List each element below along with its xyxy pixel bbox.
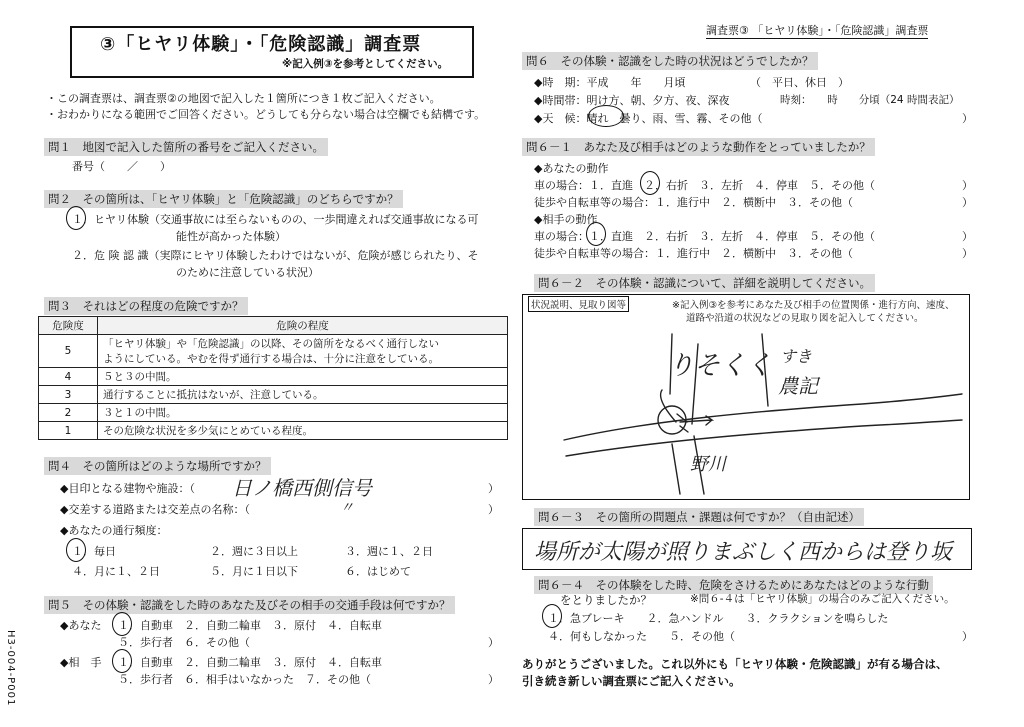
paren-close: ） — [962, 230, 973, 243]
cross-answer[interactable]: 〃 — [340, 500, 354, 516]
answer-circle — [112, 649, 132, 673]
q2-option-2-cont: のために注意している状況） — [176, 266, 319, 279]
q64-note: ※問６-４は「ヒヤリ体験」の場合のみご記入ください。 — [690, 593, 955, 605]
paren-close: ） — [488, 482, 499, 495]
table-row[interactable] — [39, 404, 508, 422]
degree-cell: 「ヒヤリ体験」や「危険認識」の以降、その箇所をなるべく通行しない ようにしている。やむを得ず通行する場合は、十分に注意をしている。 — [98, 335, 508, 368]
freq-option[interactable]: １．毎日 — [72, 545, 116, 558]
q61-other-walk[interactable]: 徒歩や自転車等の場合：１．進行中 ２．横断中 ３．その他（ — [534, 247, 853, 260]
intro-line-1: ・この調査票は、調査票②の地図で記入した１箇所につき１枚ご記入ください。 — [46, 92, 441, 105]
q6-heading: 問６ その体験・認識をした時の状況はどうでしたか？ — [522, 52, 818, 70]
degree-cell: ３と１の中間。 — [98, 404, 508, 422]
q63-answer[interactable]: 場所が太陽が照りまぶしく西からは登り坂 — [534, 540, 953, 565]
q63-heading: 問６－３ その箇所の問題点・課題は何ですか？（自由記述） — [534, 508, 864, 526]
footer-line-1: ありがとうございました。これ以外にも「ヒヤリ体験・危険認識」が有る場合は、 — [522, 657, 948, 671]
table-row[interactable] — [39, 386, 508, 404]
q5-you-label: ◆あなた — [60, 619, 102, 632]
landmark-answer[interactable]: 日ノ橋西側信号 — [232, 476, 372, 500]
q3-heading: 問３ それはどの程度の危険ですか？ — [44, 297, 248, 315]
q6-time[interactable]: ◆時間帯：明け方、朝、夕方、夜、深夜 — [534, 94, 730, 107]
sketch-drawing — [522, 294, 968, 498]
q6-time-exact[interactable]: 時刻： 時 分頃（24 時間表記） — [780, 94, 960, 106]
q61-you-car[interactable]: 車の場合：１．直進 ２．右折 ３．左折 ４．停車 ５．その他（ — [534, 179, 875, 192]
q64-heading-2: をとりましたか？ — [560, 593, 652, 607]
paren-close: ） — [962, 630, 973, 643]
freq-option[interactable]: ３．週に１、２日 — [345, 545, 433, 558]
level-cell: 5 — [39, 335, 98, 368]
paren-close: ） — [488, 673, 499, 686]
cross-label: ◆交差する道路または交差点の名称：（ — [60, 503, 250, 516]
answer-circle — [640, 171, 660, 195]
form-title: ③「ヒヤリ体験」・「危険認識」調査票 — [100, 34, 422, 55]
freq-option[interactable]: ５．月に１日以下 — [210, 565, 298, 578]
q61-heading: 問６－１ あなた及び相手はどのような動作をとっていましたか？ — [522, 138, 875, 156]
q64-options-2[interactable]: ４．何もしなかった ５．その他（ — [548, 630, 735, 643]
sketch-word-1: りそくく — [668, 351, 773, 381]
q2-option-1[interactable]: １．ヒヤリ体験（交通事故には至らないものの、一歩間違えれば交通事故になる可 — [72, 213, 479, 226]
q64-options-1[interactable]: １．急ブレーキ ２．急ハンドル ３．クラクションを鳴らした — [548, 612, 889, 625]
degree-cell: ５と３の中間。 — [98, 368, 508, 386]
paren-close: ） — [962, 112, 973, 125]
top-right-label: 調査票③ 「ヒヤリ体験」・「危険認識」調査票 — [706, 24, 929, 37]
paren-close: ） — [488, 503, 499, 516]
freq-option[interactable]: ２．週に３日以上 — [210, 545, 298, 558]
degree-cell: その危険な状況を多少気にとめている程度。 — [98, 422, 508, 440]
q61-you-walk[interactable]: 徒歩や自転車等の場合：１．進行中 ２．横断中 ３．その他（ — [534, 196, 853, 209]
table-row[interactable] — [39, 368, 508, 386]
q5-other-row-2[interactable]: ５．歩行者 ６．相手はいなかった ７．その他（ — [118, 673, 371, 686]
degree-cell: 通行することに抵抗はないが、注意している。 — [98, 386, 508, 404]
q5-you-row-1[interactable]: １．自動車 ２．自動二輪車 ３．原付 ４．自転車 — [118, 619, 382, 632]
level-cell: 3 — [39, 386, 98, 404]
q1-heading: 問１ 地図で記入した箇所の番号をご記入ください。 — [44, 138, 328, 156]
col-degree: 危険の程度 — [98, 317, 508, 335]
level-cell: 2 — [39, 404, 98, 422]
q4-heading: 問４ その箇所はどのような場所ですか？ — [44, 457, 271, 475]
sketch-word-4: 野川 — [690, 454, 726, 475]
q6-period[interactable]: ◆時 期：平成 年 月頃 — [534, 76, 686, 89]
q5-other-row-1[interactable]: １．自動車 ２．自動二輪車 ３．原付 ４．自転車 — [118, 656, 382, 669]
form-subtitle: ※記入例③を参考としてください。 — [282, 58, 449, 70]
q61-other-car[interactable]: 車の場合：１．直進 ２．右折 ３．左折 ４．停車 ５．その他（ — [534, 230, 875, 243]
q5-heading: 問５ その体験・認識をした時のあなた及びその相手の交通手段は何ですか？ — [44, 596, 455, 614]
sketch-note-2: 道路や沿道の状況などの見取り図を記入してください。 — [686, 313, 924, 324]
level-cell: 4 — [39, 368, 98, 386]
freq-option[interactable]: ４．月に１、２日 — [72, 565, 160, 578]
answer-circle — [588, 105, 624, 127]
table-header-row — [39, 317, 508, 335]
table-row[interactable] — [39, 335, 508, 368]
col-level: 危険度 — [39, 317, 98, 335]
intro-line-2: ・おわかりになる範囲でご回答ください。どうしても分らない場合は空欄でも結構です。 — [46, 108, 486, 121]
q2-option-2[interactable]: ２．危 険 認 識（実際にヒヤリ体験したわけではないが、危険が感じられたり、そ — [72, 249, 479, 262]
answer-circle — [112, 612, 132, 636]
answer-circle — [542, 604, 562, 628]
q5-other-label: ◆相 手 — [60, 656, 102, 669]
danger-table — [38, 316, 508, 440]
level-cell: 1 — [39, 422, 98, 440]
table-row[interactable] — [39, 422, 508, 440]
q2-heading: 問２ その箇所は、「ヒヤリ体験」と「危険認識」のどちらですか？ — [44, 190, 403, 208]
side-code: H3-004-P001 — [5, 630, 16, 707]
landmark-label: ◆目印となる建物や施設：（ — [60, 482, 195, 495]
freq-option[interactable]: ６．はじめて — [345, 565, 411, 578]
q6-weather[interactable]: ◆天 候：晴れ 曇り、雨、雪、霧、その他（ — [534, 112, 763, 125]
freq-label: ◆あなたの通行頻度： — [60, 524, 168, 537]
q64-heading-1: 問６－４ その体験をした時、危険をさけるためにあなたはどのような行動 — [534, 576, 933, 594]
q61-you-head: ◆あなたの動作 — [534, 162, 609, 175]
paren-close: ） — [962, 196, 973, 209]
sketch-box-label: 状況説明、見取り図等 — [528, 296, 629, 312]
answer-circle — [66, 206, 86, 230]
q62-heading: 問６－２ その体験・認識について、詳細を説明してください。 — [534, 274, 875, 292]
q2-option-1-cont: 能性が高かった体験） — [176, 230, 286, 243]
answer-circle — [66, 538, 86, 562]
q61-other-head: ◆相手の動作 — [534, 213, 598, 226]
sketch-note-1: ※記入例③を参考にあなた及び相手の位置関係・進行方向、速度、 — [672, 300, 955, 311]
paren-close: ） — [962, 179, 973, 192]
paren-close: ） — [962, 247, 973, 260]
paren-close: ） — [488, 636, 499, 649]
q6-period-options[interactable]: （ 平日、休日 ） — [750, 76, 849, 89]
q1-number[interactable]: 番号（ ／ ） — [72, 160, 171, 173]
answer-circle — [586, 222, 606, 246]
footer-line-2: 引き続き新しい調査票にご記入ください。 — [522, 674, 741, 688]
sketch-word-3: 農記 — [778, 374, 818, 398]
q5-you-row-2[interactable]: ５．歩行者 ６．その他（ — [118, 636, 250, 649]
sketch-word-2: すき — [780, 347, 813, 366]
